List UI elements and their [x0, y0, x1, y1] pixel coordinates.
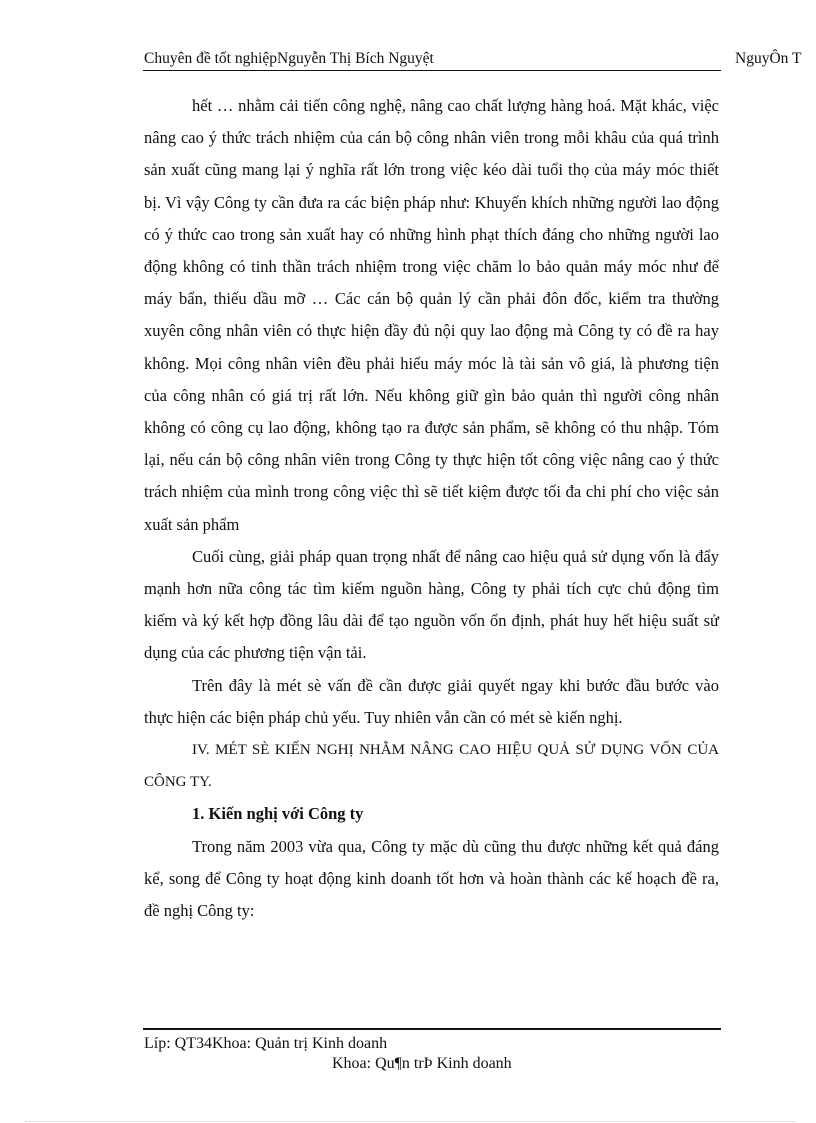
subsection-heading-1: 1. Kiến nghị với Công ty: [192, 804, 364, 824]
running-footer-faculty: Khoa: Qu¶n trÞ Kinh doanh: [332, 1055, 512, 1072]
paragraph-transition: Trên đây là mét sè vấn đề cần được giải quyết ngay khi bước đầu bước vào thực hiện các biện pháp chủ yếu. Tuy nhiên vẫn cần có mét sè kiến nghị.: [144, 675, 719, 727]
paragraph-machine-maintenance: hết … nhằm cải tiến công nghệ, nâng cao chất lượng hàng hoá. Mặt khác, việc nâng cao ý thức trách nhiệm của cán bộ công nhân viên trong mỗi khâu của quá trình sản xuất cũng mang lại ý nghĩa rất lớn trong việc kéo dài tuổi thọ của máy móc thiết bị. Vì vậy Công ty cần đưa ra các biện pháp như: Khuyến khích những người lao động có ý thức cao trong sản xuất hay có những hình phạt thích đáng cho những người lao động không có tinh thần trách nhiệm trong việc chăm lo bảo quản máy móc như để máy bẩn, thiếu dầu mỡ … Các cán bộ quản lý cần phải đôn đốc, kiểm tra thường xuyên công nhân viên có thực hiện đầy đủ nội quy lao động mà Công ty có đề ra hay không. Mọi công nhân viên đều phải hiểu máy móc là tài sản vô giá, là phương tiện của công nhân có giá trị rất lớn. Nếu không giữ gìn bảo quản thì người công nhân không có công cụ lao động, không tạo ra được sản phẩm, sẽ không có thu nhập. Tóm lại, nếu cán bộ công nhân viên trong Công ty thực hiện tốt công việc nâng cao ý thức trách nhiệm của mình trong công việc thì sẽ tiết kiệm được tối đa chi phí cho việc sản xuất sản phẩm: [144, 96, 719, 534]
running-footer-class: Líp: QT34Khoa: Quản trị Kinh doanh: [144, 1035, 388, 1052]
page-bottom-edge: [25, 1121, 795, 1122]
running-header-title: Chuyên đề tốt nghiệpNguyễn Thị Bích Nguyệt: [144, 50, 434, 67]
running-header-author: NguyÔn T: [735, 50, 802, 67]
paragraph-recommendations-intro: Trong năm 2003 vừa qua, Công ty mặc dù cũng thu được những kết quả đáng kể, song để Công ty hoạt động kinh doanh tốt hơn và hoàn thành các kế hoạch đề ra, đề nghị Công ty:: [144, 836, 719, 921]
document-body: [144, 90, 719, 927]
paragraph-sourcing-solution: Cuối cùng, giải pháp quan trọng nhất để nâng cao hiệu quả sử dụng vốn là đẩy mạnh hơn nữa công tác tìm kiếm nguồn hàng, Công ty phải tích cực chủ động tìm kiếm và ký kết hợp đồng lâu dài để tạo nguồn vốn ổn định, phát huy hết hiệu suất sử dụng của các phương tiện vận tải.: [144, 546, 719, 663]
section-heading-iv: IV. MÉT SÈ KIẾN NGHỊ NHẰM NÂNG CAO HIỆU QUẢ SỬ DỤNG VỐN CỦA CÔNG TY.: [144, 742, 719, 791]
header-divider: [143, 70, 721, 71]
footer-divider: [143, 1028, 721, 1030]
